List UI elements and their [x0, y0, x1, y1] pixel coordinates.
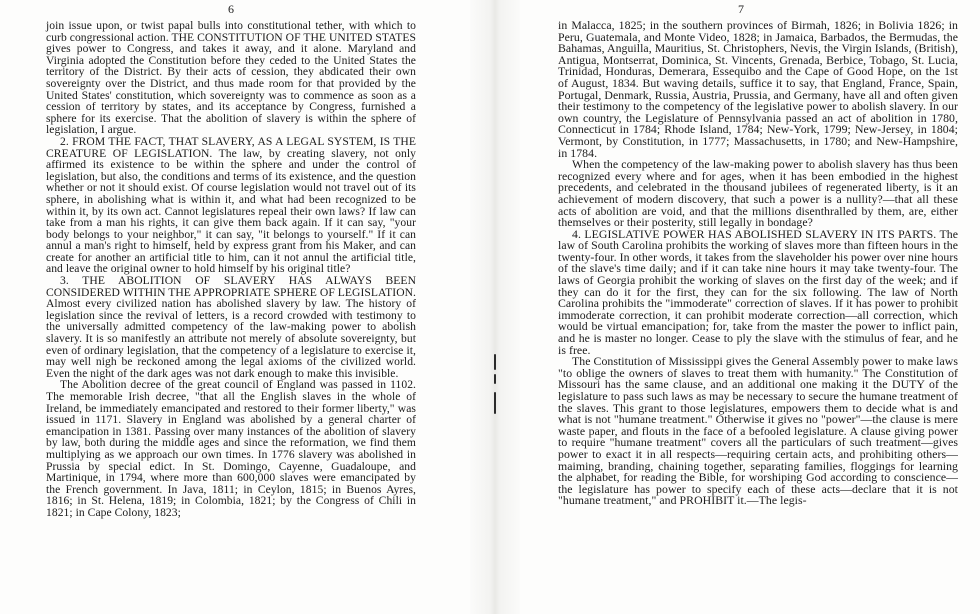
gutter-mark — [494, 392, 496, 414]
page-number-right: 7 — [738, 2, 744, 16]
paragraph: 4. LEGISLATIVE POWER HAS ABOLISHED SLAVERY IN ITS PARTS. The law of South Carolina prohibits the working of slaves more than fifteen hours in the twenty-four. In other words, it takes from the slaveholder his power over nine hours of the slave's time daily; and if it can take nine hours it may take twenty-four. The laws of Georgia prohibit the working of slaves on the first day of the week; and if they can do it for the first, they can for the six following. The law of North Carolina prohibits the "immoderate" correction of slaves. If it has power to prohibit immoderate correction, it can prohibit moderate correction—all correction, which would be virtual emancipation; for, take from the master the power to inflict pain, and he is master no longer. Cease to ply the slave with the stimulus of fear, and he is free. — [558, 226, 958, 357]
right-page-text — [558, 20, 958, 507]
book-gutter — [470, 0, 520, 614]
paragraph: in Malacca, 1825; in the southern provinces of Birmah, 1826; in Bolivia 1826; in Peru, Guatemala, and Monte Video, 1828; in Jamaica, Barbados, the Bermudas, the Bahamas, Anguilla, Mauritius, St. Christophers, Nevis, the Virgin Islands, (British), Antigua, Montserrat, Dominica, St. Vincents, Grenada, Berbice, Tobago, St. Lucia, Trinidad, Honduras, Demerara, Essequibo and the Cape of Good Hope, on the 1st of August, 1834. But waving details, suffice it to say, that England, France, Spain, Portugal, Denmark, Russia, Austria, Prussia, and Germany, have all and often given their testimony to the competency of the legislative power to abolish slavery. In our own country, the Legislature of Pennsylvania passed an act of abolition in 1780, Connecticut in 1784; Rhode Island, 1784; New-York, 1799; New-Jersey, in 1804; Vermont, by Constitution, in 1777; Massachusetts, in 1780; and New-Hampshire, in 1784. — [558, 18, 958, 160]
paragraph: When the competency of the law-making power to abolish slavery has thus been recognized every where and for ages, when it has been embodied in the highest precedents, and celebrated in the thousand jubilees of regenerated liberty, is it an achievement of modern discovery, that such a power is a nullity?—that all these acts of abolition are void, and that the millions disenthralled by them, are, either themselves or their posterity, still legally in bondage? — [558, 157, 958, 230]
gutter-mark — [494, 354, 496, 370]
paragraph: join issue upon, or twist papal bulls into constitutional tether, with which to curb congressional action. THE CONSTITUTION OF THE UNITED STATES gives power to Congress, and takes it away, and it alone. Maryland and Virginia adopted the Constitution before they ceded to the United States the territory of the District. By their acts of cession, they abdicated their own sovereignty over the District, and thus made room for that provided by the United States' constitution, which sovereignty was to commence as soon as a cession of territory by states, and its acceptance by Congress, furnished a sphere for its exercise. That the abolition of slavery is within the sphere of legislation, I argue. — [46, 19, 416, 137]
page-number-left: 6 — [228, 2, 234, 16]
paragraph: 3. THE ABOLITION OF SLAVERY HAS ALWAYS BEEN CONSIDERED WITHIN THE APPROPRIATE SPHERE OF LEGISLATION. Almost every civilized nation has abolished slavery by law. The history of legislation since the revival of letters, is a record crowded with testimony to the universally admitted competency of the law-making power to abolish slavery. It is so manifestly an attribute not merely of absolute sovereignty, but even of ordinary legislation, that the competency of a legislature to exercise it, may well nigh be reckoned among the legal axioms of the civilized world. Even the night of the dark ages was not dark enough to make this invisible. — [46, 274, 416, 380]
paragraph: The Constitution of Mississippi gives the General Assembly power to make laws "to oblige the owners of slaves to treat them with humanity." The Constitution of Missouri has the same clause, and an additional one making it the DUTY of the legislature to pass such laws as may be necessary to secure the humane treatment of the slaves. This grant to those legislatures, empowers them to decide what is and what is not "humane treatment." Otherwise it gives no "power"—the clause is mere waste paper, and flouts in the face of a befooled legislature. A clause giving power to require "humane treatment" covers all the particulars of such treatment—gives power to exact it in all respects—requiring certain acts, and prohibiting others—maiming, branding, chaining together, separating families, floggings for learning the alphabet, for reading the Bible, for worshiping God according to conscience—the legislature has power to specify each of these acts—declare that it is not "humane treatment," and PROHIBIT it.—The legis- — [558, 354, 958, 508]
paragraph: 2. FROM THE FACT, THAT SLAVERY, AS A LEGAL SYSTEM, IS THE CREATURE OF LEGISLATION. The law, by creating slavery, not only affirmed its existence to be within the sphere and under the control of legislation, but also, the conditions and terms of its existence, and the question whether or not it should exist. Of course legislation would not travel out of its sphere, in abolishing what is within it, and what had been recognized to be within it, by its own act. Cannot legislatures repeal their own laws? If law can take from a man his rights, it can give them back again. If it can say, "your body belongs to your neighbor," it can say, "it belongs to yourself." If it can annul a man's right to himself, held by express grant from his Maker, and can create for another an artificial title to him, can it not annul the artificial title, and leave the original owner to hold himself by his original title? — [46, 134, 416, 276]
left-page — [0, 0, 470, 614]
left-page-text — [46, 20, 416, 519]
paragraph: The Abolition decree of the great council of England was passed in 1102. The memorable Irish decree, "that all the English slaves in the whole of Ireland, be immediately emancipated and restored to their former liberty," was issued in 1171. Slavery in England was abolished by a general charter of emancipation in 1381. Passing over many instances of the abolition of slavery by law, both during the middle ages and since the reformation, we find them multiplying as we approach our own times. In 1776 slavery was abolished in Prussia by special edict. In St. Domingo, Cayenne, Guadaloupe, and Martinique, in 1794, where more than 600,000 slaves were emancipated by the French government. In Java, 1811; in Ceylon, 1815; in Buenos Ayres, 1816; in St. Helena, 1819; in Colombia, 1821; by the Congress of Chili in 1821; in Cape Colony, 1823; — [46, 378, 416, 519]
right-page — [520, 0, 980, 614]
gutter-mark — [494, 374, 496, 384]
